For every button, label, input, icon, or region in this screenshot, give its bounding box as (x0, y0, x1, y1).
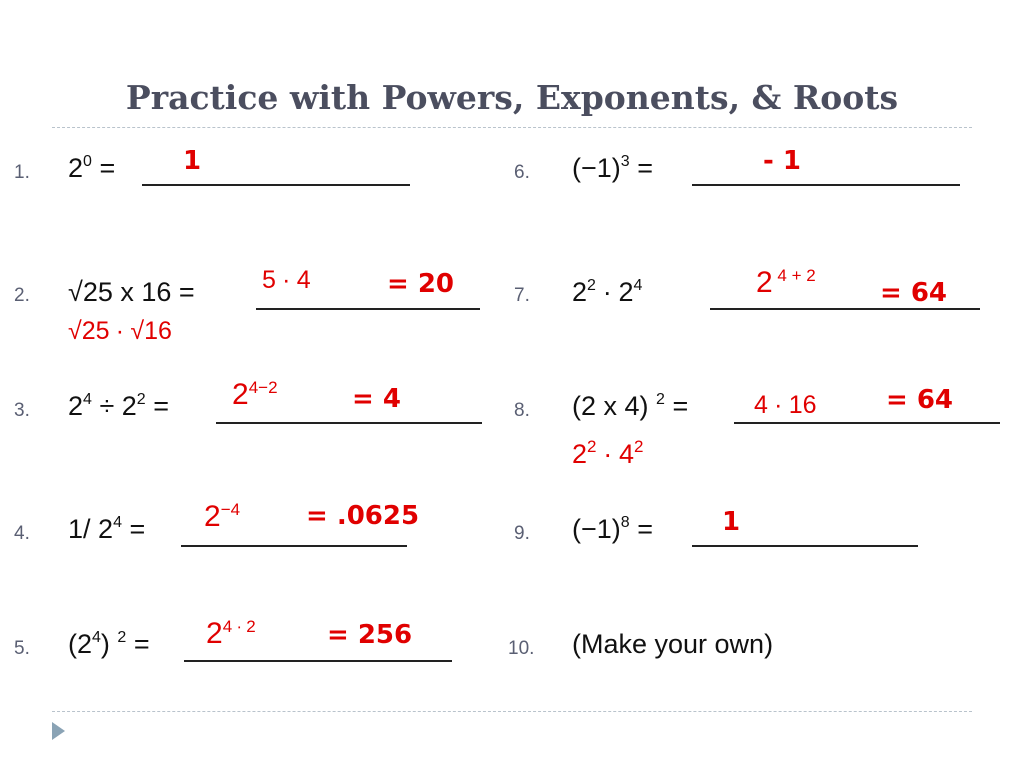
question-7: $2^2 \cdot 2^4$ (572, 277, 643, 307)
answer-6: - 1 (763, 146, 801, 176)
item-number-1: 1. (14, 162, 30, 183)
item-number-7: 7. (514, 285, 530, 306)
answer-8-work: 4 ∙ 16 (754, 391, 817, 419)
page-title: Practice with Powers, Exponents, & Roots (125, 78, 899, 117)
answer-8: = 64 (886, 385, 954, 415)
item-number-2: 2. (14, 285, 30, 306)
top-divider (52, 127, 972, 128)
question-4: 1/ $2^4$ = (68, 514, 146, 544)
answer-7: = 64 (880, 278, 948, 308)
answer-4-work: $2^{-4}$ (204, 500, 241, 533)
question-8: (2 x 4) $^2$ = (572, 391, 689, 421)
play-triangle-icon[interactable] (52, 722, 65, 740)
question-8-work: $2^2 \cdot 4^2$ (572, 437, 644, 469)
item-number-9: 9. (514, 523, 530, 544)
question-1: $2^0$ = (68, 153, 116, 183)
answer-3: = 4 (352, 384, 401, 414)
answer-blank-8[interactable] (734, 422, 1000, 424)
item-number-8: 8. (514, 400, 530, 421)
answer-1: 1 (183, 146, 202, 176)
answer-blank-2[interactable] (256, 308, 480, 310)
question-9: $(-1)^8$ = (572, 514, 653, 544)
answer-blank-5[interactable] (184, 660, 452, 662)
bottom-divider (52, 711, 972, 712)
answer-7-work: 2 $^{4 + 2}$ (756, 266, 816, 299)
question-6: $(-1)^3$ = (572, 153, 653, 183)
answer-5: = 256 (327, 620, 413, 650)
item-number-4: 4. (14, 523, 30, 544)
answer-9: 1 (722, 507, 741, 537)
answer-blank-4[interactable] (181, 545, 407, 547)
answer-2: = 20 (387, 269, 455, 299)
question-2-work: √25 ∙ √16 (68, 317, 172, 345)
answer-5-work: $2^{4 \cdot 2}$ (206, 617, 256, 650)
answer-2-work: 5 ∙ 4 (262, 266, 311, 294)
item-number-6: 6. (514, 162, 530, 183)
answer-blank-9[interactable] (692, 545, 918, 547)
item-number-5: 5. (14, 638, 30, 659)
answer-blank-1[interactable] (142, 184, 410, 186)
answer-blank-6[interactable] (692, 184, 960, 186)
question-2: √25 x 16 = (68, 277, 195, 307)
question-10: (Make your own) (572, 629, 774, 659)
question-3: $2^4 \div 2^2$ = (68, 391, 169, 421)
answer-4: = .0625 (306, 501, 420, 531)
question-5: $(2^4) ^2$ = (68, 629, 150, 659)
item-number-10: 10. (508, 638, 535, 659)
item-number-3: 3. (14, 400, 30, 421)
answer-blank-3[interactable] (216, 422, 482, 424)
answer-3-work: $2^{4-2}$ (232, 378, 278, 411)
answer-blank-7[interactable] (710, 308, 980, 310)
